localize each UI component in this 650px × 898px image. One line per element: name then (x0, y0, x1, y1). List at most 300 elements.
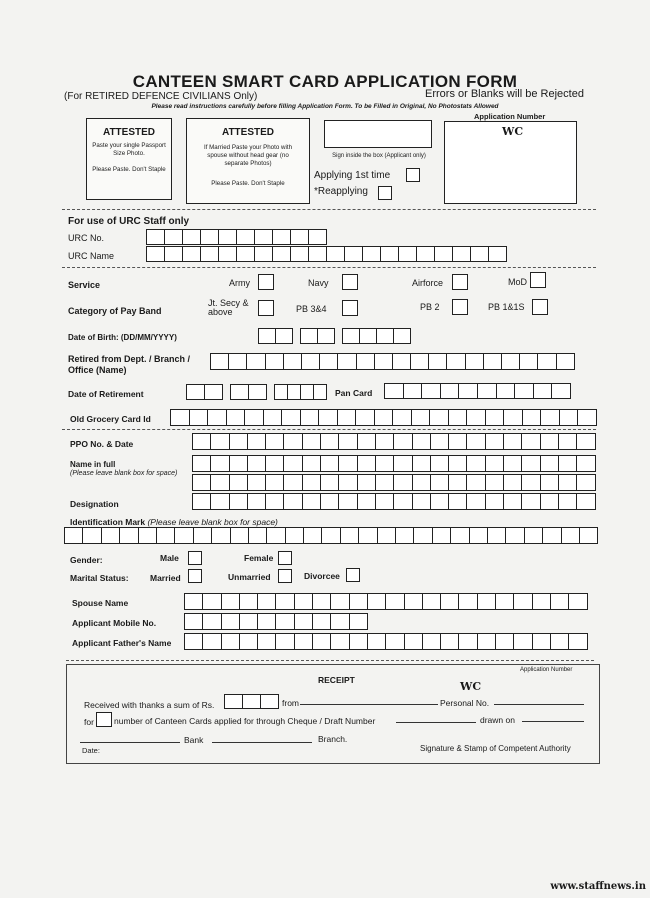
char-box[interactable] (204, 384, 223, 400)
char-box[interactable] (229, 474, 248, 491)
char-box[interactable] (422, 633, 441, 650)
char-box[interactable] (432, 527, 451, 544)
char-box[interactable] (540, 474, 559, 491)
char-box[interactable] (362, 246, 381, 262)
char-box[interactable] (156, 527, 175, 544)
char-box[interactable] (174, 527, 193, 544)
char-box[interactable] (477, 383, 497, 399)
char-box[interactable] (317, 328, 335, 344)
char-box[interactable] (395, 527, 414, 544)
char-box[interactable] (283, 455, 302, 472)
char-box[interactable] (470, 246, 489, 262)
char-box[interactable] (247, 433, 266, 450)
spouse-boxes[interactable] (184, 593, 587, 610)
char-box[interactable] (537, 353, 556, 370)
char-box[interactable] (184, 593, 203, 610)
char-box[interactable] (488, 246, 507, 262)
char-box[interactable] (283, 433, 302, 450)
char-box[interactable] (357, 455, 376, 472)
char-box[interactable] (200, 246, 219, 262)
char-box[interactable] (416, 246, 435, 262)
char-box[interactable] (430, 455, 449, 472)
char-box[interactable] (254, 229, 273, 245)
char-box[interactable] (210, 433, 229, 450)
char-box[interactable] (495, 593, 514, 610)
char-box[interactable] (501, 353, 520, 370)
char-box[interactable] (82, 527, 101, 544)
char-box[interactable] (393, 328, 411, 344)
char-box[interactable] (446, 353, 465, 370)
char-box[interactable] (221, 593, 240, 610)
bank-line[interactable] (80, 732, 180, 743)
char-box[interactable] (302, 455, 321, 472)
char-box[interactable] (533, 383, 553, 399)
char-box[interactable] (236, 246, 255, 262)
cards-count-box[interactable] (96, 712, 112, 727)
char-box[interactable] (349, 633, 368, 650)
char-box[interactable] (308, 246, 327, 262)
char-box[interactable] (466, 455, 485, 472)
char-box[interactable] (164, 246, 183, 262)
char-box[interactable] (64, 527, 83, 544)
char-box[interactable] (495, 633, 514, 650)
char-box[interactable] (146, 229, 165, 245)
char-box[interactable] (359, 328, 377, 344)
char-box[interactable] (290, 229, 309, 245)
char-box[interactable] (344, 246, 363, 262)
char-box[interactable] (556, 353, 575, 370)
char-box[interactable] (193, 527, 212, 544)
reapplying-checkbox[interactable] (378, 186, 392, 200)
char-box[interactable] (283, 493, 302, 510)
char-box[interactable] (377, 527, 396, 544)
char-box[interactable] (542, 527, 561, 544)
char-box[interactable] (326, 246, 345, 262)
char-box[interactable] (229, 493, 248, 510)
char-box[interactable] (375, 493, 394, 510)
char-box[interactable] (412, 455, 431, 472)
char-box[interactable] (452, 246, 471, 262)
char-box[interactable] (503, 409, 523, 426)
char-box[interactable] (412, 433, 431, 450)
char-box[interactable] (300, 409, 320, 426)
char-box[interactable] (200, 229, 219, 245)
char-box[interactable] (356, 353, 375, 370)
char-box[interactable] (189, 409, 209, 426)
char-box[interactable] (503, 493, 522, 510)
char-box[interactable] (207, 409, 227, 426)
char-box[interactable] (577, 409, 597, 426)
personal-no-line[interactable] (494, 694, 584, 705)
char-box[interactable] (287, 384, 301, 400)
char-box[interactable] (313, 384, 327, 400)
char-box[interactable] (300, 328, 318, 344)
char-box[interactable] (576, 474, 595, 491)
char-box[interactable] (272, 246, 291, 262)
char-box[interactable] (521, 493, 540, 510)
char-box[interactable] (349, 593, 368, 610)
char-box[interactable] (184, 633, 203, 650)
char-box[interactable] (192, 455, 211, 472)
char-box[interactable] (257, 613, 276, 630)
char-box[interactable] (338, 433, 357, 450)
char-box[interactable] (312, 633, 331, 650)
char-box[interactable] (466, 493, 485, 510)
char-box[interactable] (505, 527, 524, 544)
char-box[interactable] (247, 455, 266, 472)
char-box[interactable] (404, 593, 423, 610)
char-box[interactable] (101, 527, 120, 544)
char-box[interactable] (448, 455, 467, 472)
char-box[interactable] (260, 694, 279, 709)
char-box[interactable] (265, 455, 284, 472)
char-box[interactable] (358, 527, 377, 544)
char-box[interactable] (430, 493, 449, 510)
char-box[interactable] (503, 474, 522, 491)
char-box[interactable] (283, 353, 302, 370)
char-box[interactable] (239, 593, 258, 610)
char-box[interactable] (221, 633, 240, 650)
char-box[interactable] (374, 353, 393, 370)
char-box[interactable] (524, 527, 543, 544)
char-box[interactable] (522, 409, 542, 426)
char-box[interactable] (393, 493, 412, 510)
char-box[interactable] (466, 409, 486, 426)
designation-boxes[interactable] (192, 493, 595, 510)
char-box[interactable] (458, 593, 477, 610)
char-box[interactable] (312, 613, 331, 630)
char-box[interactable] (550, 593, 569, 610)
char-box[interactable] (458, 383, 478, 399)
char-box[interactable] (367, 593, 386, 610)
char-box[interactable] (301, 353, 320, 370)
mobile-boxes[interactable] (184, 613, 367, 630)
char-box[interactable] (385, 633, 404, 650)
father-boxes[interactable] (184, 633, 587, 650)
char-box[interactable] (576, 493, 595, 510)
char-box[interactable] (375, 474, 394, 491)
char-box[interactable] (170, 409, 190, 426)
char-box[interactable] (440, 593, 459, 610)
pan-card-boxes[interactable] (384, 383, 570, 399)
char-box[interactable] (285, 527, 304, 544)
char-box[interactable] (393, 474, 412, 491)
char-box[interactable] (248, 527, 267, 544)
char-box[interactable] (393, 455, 412, 472)
char-box[interactable] (321, 527, 340, 544)
char-box[interactable] (355, 409, 375, 426)
dob-day-boxes[interactable] (258, 328, 292, 344)
char-box[interactable] (337, 409, 357, 426)
old-grocery-boxes[interactable] (170, 409, 596, 426)
char-box[interactable] (485, 409, 505, 426)
signature-box[interactable] (324, 120, 432, 148)
char-box[interactable] (514, 383, 534, 399)
char-box[interactable] (380, 246, 399, 262)
char-box[interactable] (413, 527, 432, 544)
char-box[interactable] (119, 527, 138, 544)
jt-secy-checkbox[interactable] (258, 300, 274, 316)
char-box[interactable] (579, 527, 598, 544)
char-box[interactable] (138, 527, 157, 544)
char-box[interactable] (320, 455, 339, 472)
char-box[interactable] (392, 409, 412, 426)
char-box[interactable] (294, 593, 313, 610)
char-box[interactable] (330, 613, 349, 630)
char-box[interactable] (513, 633, 532, 650)
char-box[interactable] (281, 409, 301, 426)
photo-box-single[interactable] (86, 118, 172, 200)
char-box[interactable] (374, 409, 394, 426)
char-box[interactable] (485, 433, 504, 450)
char-box[interactable] (302, 474, 321, 491)
char-box[interactable] (540, 493, 559, 510)
char-box[interactable] (257, 593, 276, 610)
char-box[interactable] (230, 527, 249, 544)
char-box[interactable] (551, 383, 571, 399)
char-box[interactable] (210, 474, 229, 491)
char-box[interactable] (230, 384, 249, 400)
char-box[interactable] (247, 474, 266, 491)
char-box[interactable] (558, 455, 577, 472)
char-box[interactable] (429, 409, 449, 426)
char-box[interactable] (519, 353, 538, 370)
char-box[interactable] (393, 433, 412, 450)
char-box[interactable] (265, 474, 284, 491)
char-box[interactable] (228, 353, 247, 370)
char-box[interactable] (340, 527, 359, 544)
char-box[interactable] (558, 493, 577, 510)
retired-from-boxes[interactable] (210, 353, 574, 370)
char-box[interactable] (477, 633, 496, 650)
char-box[interactable] (465, 353, 484, 370)
char-box[interactable] (275, 328, 293, 344)
name-full-boxes-1[interactable] (192, 455, 595, 472)
char-box[interactable] (218, 229, 237, 245)
name-full-boxes-2[interactable] (192, 474, 595, 491)
char-box[interactable] (558, 433, 577, 450)
char-box[interactable] (239, 613, 258, 630)
char-box[interactable] (300, 384, 314, 400)
char-box[interactable] (312, 593, 331, 610)
char-box[interactable] (318, 409, 338, 426)
char-box[interactable] (330, 633, 349, 650)
char-box[interactable] (466, 474, 485, 491)
char-box[interactable] (202, 593, 221, 610)
char-box[interactable] (192, 433, 211, 450)
char-box[interactable] (319, 353, 338, 370)
char-box[interactable] (466, 433, 485, 450)
char-box[interactable] (503, 433, 522, 450)
char-box[interactable] (239, 633, 258, 650)
char-box[interactable] (559, 409, 579, 426)
char-box[interactable] (164, 229, 183, 245)
char-box[interactable] (236, 229, 255, 245)
char-box[interactable] (248, 384, 267, 400)
applying-first-checkbox[interactable] (406, 168, 420, 182)
char-box[interactable] (192, 493, 211, 510)
char-box[interactable] (265, 353, 284, 370)
char-box[interactable] (521, 455, 540, 472)
char-box[interactable] (384, 383, 404, 399)
char-box[interactable] (184, 613, 203, 630)
char-box[interactable] (440, 633, 459, 650)
pb2-checkbox[interactable] (452, 299, 468, 315)
char-box[interactable] (540, 455, 559, 472)
unmarried-checkbox[interactable] (278, 569, 292, 583)
char-box[interactable] (294, 633, 313, 650)
char-box[interactable] (496, 383, 516, 399)
char-box[interactable] (294, 613, 313, 630)
char-box[interactable] (202, 613, 221, 630)
dob-year-boxes[interactable] (342, 328, 410, 344)
char-box[interactable] (448, 409, 468, 426)
char-box[interactable] (338, 455, 357, 472)
branch-line[interactable] (212, 732, 312, 743)
char-box[interactable] (568, 633, 587, 650)
char-box[interactable] (274, 384, 288, 400)
char-box[interactable] (357, 493, 376, 510)
female-checkbox[interactable] (278, 551, 292, 565)
char-box[interactable] (272, 229, 291, 245)
char-box[interactable] (303, 527, 322, 544)
char-box[interactable] (412, 474, 431, 491)
char-box[interactable] (385, 593, 404, 610)
char-box[interactable] (246, 353, 265, 370)
char-box[interactable] (376, 328, 394, 344)
char-box[interactable] (275, 613, 294, 630)
char-box[interactable] (422, 593, 441, 610)
char-box[interactable] (448, 474, 467, 491)
retirement-year-boxes[interactable] (274, 384, 326, 400)
char-box[interactable] (568, 593, 587, 610)
char-box[interactable] (338, 493, 357, 510)
char-box[interactable] (448, 433, 467, 450)
char-box[interactable] (265, 493, 284, 510)
char-box[interactable] (221, 613, 240, 630)
pb11s-checkbox[interactable] (532, 299, 548, 315)
char-box[interactable] (224, 694, 243, 709)
divorcee-checkbox[interactable] (346, 568, 360, 582)
char-box[interactable] (477, 593, 496, 610)
char-box[interactable] (186, 384, 205, 400)
char-box[interactable] (283, 474, 302, 491)
char-box[interactable] (521, 474, 540, 491)
char-box[interactable] (266, 527, 285, 544)
char-box[interactable] (540, 433, 559, 450)
char-box[interactable] (349, 613, 368, 630)
char-box[interactable] (485, 474, 504, 491)
urc-no-boxes[interactable] (146, 229, 326, 245)
char-box[interactable] (430, 474, 449, 491)
char-box[interactable] (375, 455, 394, 472)
char-box[interactable] (290, 246, 309, 262)
char-box[interactable] (532, 633, 551, 650)
char-box[interactable] (540, 409, 560, 426)
char-box[interactable] (210, 353, 229, 370)
char-box[interactable] (302, 493, 321, 510)
ident-mark-boxes[interactable] (64, 527, 597, 544)
char-box[interactable] (411, 409, 431, 426)
char-box[interactable] (513, 593, 532, 610)
char-box[interactable] (375, 433, 394, 450)
char-box[interactable] (192, 474, 211, 491)
char-box[interactable] (263, 409, 283, 426)
urc-name-boxes[interactable] (146, 246, 506, 262)
char-box[interactable] (550, 633, 569, 650)
char-box[interactable] (458, 633, 477, 650)
char-box[interactable] (483, 353, 502, 370)
char-box[interactable] (265, 433, 284, 450)
char-box[interactable] (330, 593, 349, 610)
char-box[interactable] (338, 474, 357, 491)
char-box[interactable] (302, 433, 321, 450)
char-box[interactable] (487, 527, 506, 544)
char-box[interactable] (469, 527, 488, 544)
char-box[interactable] (404, 633, 423, 650)
char-box[interactable] (229, 433, 248, 450)
char-box[interactable] (182, 246, 201, 262)
char-box[interactable] (320, 474, 339, 491)
char-box[interactable] (485, 493, 504, 510)
retirement-day-boxes[interactable] (186, 384, 222, 400)
char-box[interactable] (450, 527, 469, 544)
char-box[interactable] (275, 633, 294, 650)
char-box[interactable] (247, 493, 266, 510)
mod-checkbox[interactable] (530, 272, 546, 288)
navy-checkbox[interactable] (342, 274, 358, 290)
char-box[interactable] (257, 633, 276, 650)
airforce-checkbox[interactable] (452, 274, 468, 290)
char-box[interactable] (428, 353, 447, 370)
char-box[interactable] (226, 409, 246, 426)
char-box[interactable] (576, 433, 595, 450)
char-box[interactable] (440, 383, 460, 399)
char-box[interactable] (254, 246, 273, 262)
dob-month-boxes[interactable] (300, 328, 334, 344)
char-box[interactable] (210, 455, 229, 472)
char-box[interactable] (357, 474, 376, 491)
char-box[interactable] (412, 493, 431, 510)
cheque-number-line[interactable] (396, 712, 476, 723)
drawn-on-line[interactable] (522, 711, 584, 722)
char-box[interactable] (320, 493, 339, 510)
char-box[interactable] (337, 353, 356, 370)
char-box[interactable] (210, 493, 229, 510)
retirement-month-boxes[interactable] (230, 384, 266, 400)
char-box[interactable] (146, 246, 165, 262)
char-box[interactable] (430, 433, 449, 450)
char-box[interactable] (367, 633, 386, 650)
char-box[interactable] (342, 328, 360, 344)
char-box[interactable] (532, 593, 551, 610)
char-box[interactable] (421, 383, 441, 399)
char-box[interactable] (485, 455, 504, 472)
char-box[interactable] (258, 328, 276, 344)
char-box[interactable] (244, 409, 264, 426)
char-box[interactable] (576, 455, 595, 472)
char-box[interactable] (182, 229, 201, 245)
male-checkbox[interactable] (188, 551, 202, 565)
char-box[interactable] (308, 229, 327, 245)
char-box[interactable] (521, 433, 540, 450)
char-box[interactable] (320, 433, 339, 450)
pb34-checkbox[interactable] (342, 300, 358, 316)
photo-box-couple[interactable] (186, 118, 310, 204)
char-box[interactable] (434, 246, 453, 262)
char-box[interactable] (410, 353, 429, 370)
char-box[interactable] (242, 694, 261, 709)
